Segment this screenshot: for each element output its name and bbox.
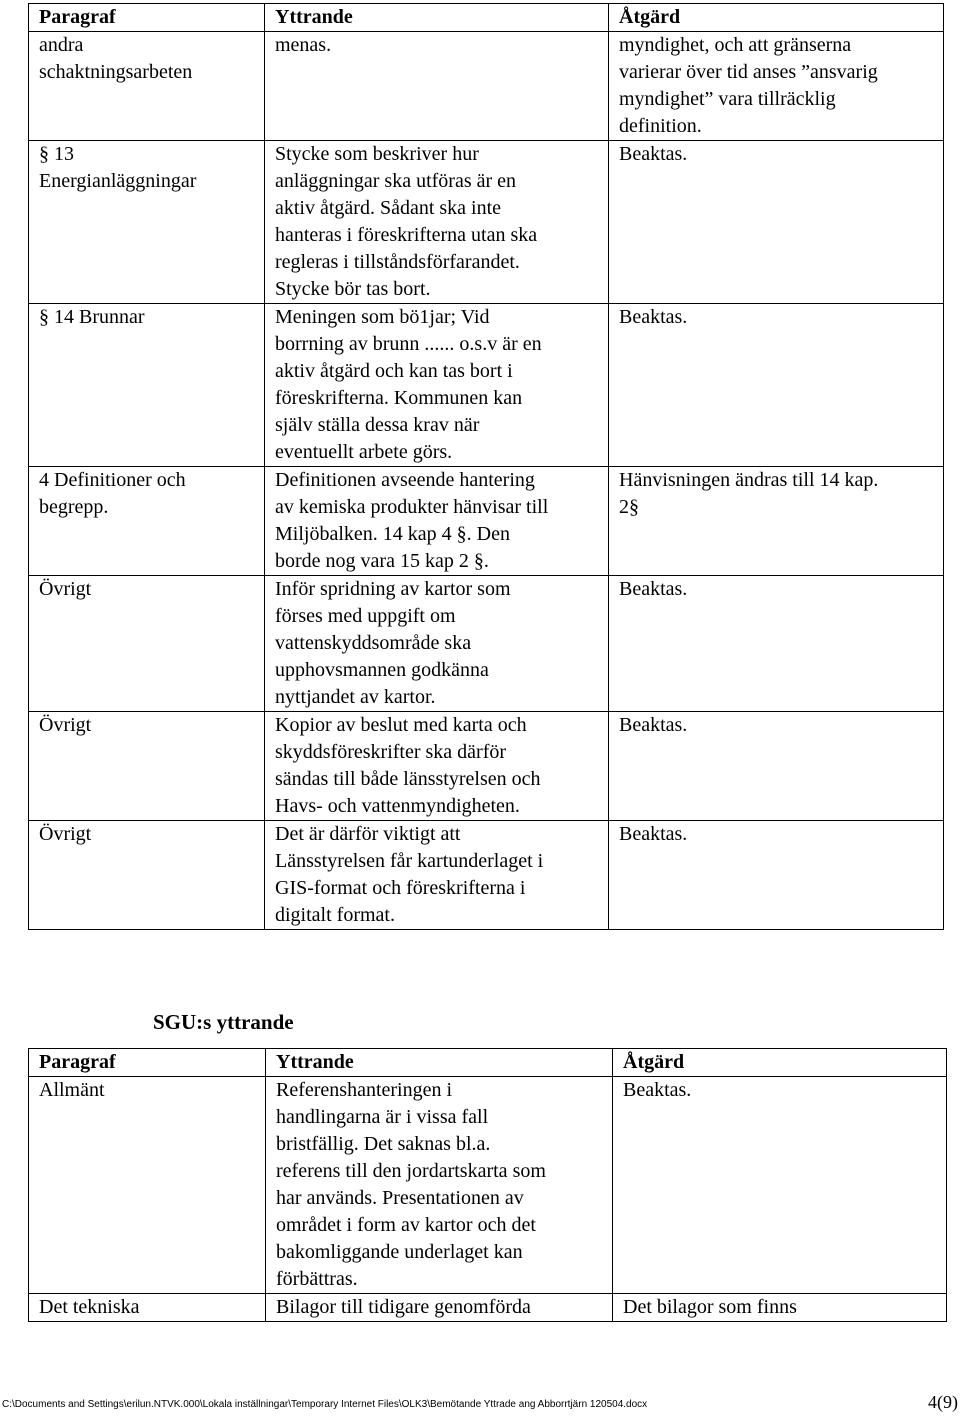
table-row — [29, 1294, 947, 1322]
cell-atgard: Beaktas. — [619, 823, 688, 845]
cell-atgard: Det bilagor som finns — [623, 1296, 797, 1318]
header-atgard: Åtgärd — [609, 4, 944, 32]
cell-yttrande: Bilagor till tidigare genomförda — [276, 1296, 531, 1318]
table-row — [29, 821, 944, 930]
cell-paragraf: Allmänt — [39, 1079, 105, 1101]
cell-yttrande: Inför spridning av kartor som förses med uppgift om vattenskyddsområde ska upphovsmannen godkänna nyttjandet av kartor. — [275, 578, 511, 708]
header-paragraf: Paragraf — [29, 4, 265, 32]
cell-yttrande: Referenshanteringen i handlingarna är i vissa fall bristfällig. Det saknas bl.a. referens till den jordartskarta som har används. Presentationen av området i form av kartor och det bakomliggande underlaget kan förbättras. — [276, 1079, 546, 1290]
remarks-table-1 — [28, 3, 944, 930]
cell-paragraf: Övrigt — [39, 578, 92, 600]
cell-yttrande: Stycke som beskriver hur anläggningar ska utföras är en aktiv åtgärd. Sådant ska inte hanteras i föreskrifterna utan ska regleras i tillståndsförfarandet. Stycke bör tas bort. — [275, 143, 538, 300]
header-yttrande: Yttrande — [265, 4, 609, 32]
cell-paragraf: Övrigt — [39, 714, 92, 736]
cell-atgard: Beaktas. — [619, 143, 688, 165]
header-yttrande: Yttrande — [266, 1049, 613, 1077]
header-atgard: Åtgärd — [613, 1049, 947, 1077]
cell-atgard: myndighet, och att gränserna varierar över tid anses ”ansvarig myndighet” vara tillräcklig definition. — [619, 34, 878, 137]
page-number: 4(9) — [928, 1392, 958, 1412]
cell-yttrande: Meningen som bö1jar; Vid borrning av brunn ...... o.s.v är en aktiv åtgärd och kan tas bort i föreskrifterna. Kommunen kan själv ställa dessa krav när eventuellt arbete görs. — [275, 306, 542, 463]
table-row — [29, 712, 944, 821]
cell-paragraf: § 13 Energianläggningar — [39, 143, 197, 192]
header-paragraf: Paragraf — [29, 1049, 266, 1077]
cell-paragraf: Det tekniska — [39, 1296, 140, 1318]
cell-paragraf: § 14 Brunnar — [39, 306, 145, 328]
cell-paragraf: Övrigt — [39, 823, 92, 845]
table-row — [29, 304, 944, 467]
section-title-sgu: SGU:s yttrande — [153, 1010, 294, 1034]
cell-yttrande: Kopior av beslut med karta och skyddsföreskrifter ska därför sändas till både länsstyrelsen och Havs- och vattenmyndigheten. — [275, 714, 541, 817]
table-header-row — [29, 4, 944, 32]
table-header-row — [29, 1049, 947, 1077]
cell-atgard: Beaktas. — [623, 1079, 692, 1101]
cell-atgard: Beaktas. — [619, 306, 688, 328]
cell-paragraf: andra schaktningsarbeten — [39, 34, 193, 83]
cell-atgard: Beaktas. — [619, 578, 688, 600]
table-row — [29, 467, 944, 576]
footer-file-path: C:\Documents and Settings\erilun.NTVK.000\Lokala inställningar\Temporary Internet Files\OLK3\Bemötande Yttrade ang Abborrtjärn 120504.docx — [2, 1399, 648, 1410]
cell-atgard: Hänvisningen ändras till 14 kap. 2§ — [619, 469, 879, 518]
cell-yttrande: Definitionen avseende hantering av kemiska produkter hänvisar till Miljöbalken. 14 kap 4 §. Den borde nog vara 15 kap 2 §. — [275, 469, 549, 572]
cell-atgard: Beaktas. — [619, 714, 688, 736]
table-row — [29, 1077, 947, 1294]
table-row — [29, 576, 944, 712]
cell-yttrande: Det är därför viktigt att Länsstyrelsen får kartunderlaget i GIS-format och föreskrifterna i digitalt format. — [275, 823, 544, 926]
cell-paragraf: 4 Definitioner och begrepp. — [39, 469, 186, 518]
remarks-table-2 — [28, 1048, 947, 1322]
table-row — [29, 141, 944, 304]
cell-yttrande: menas. — [275, 34, 332, 56]
table-row — [29, 32, 944, 141]
